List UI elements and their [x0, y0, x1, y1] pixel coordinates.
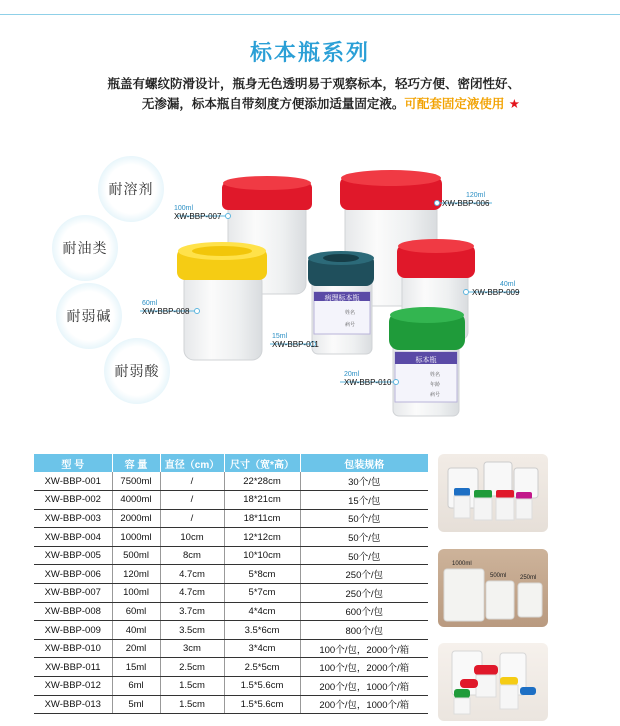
- jar-15ml-label-no: 病号: [345, 322, 356, 328]
- table-cell: XW-BBP-003: [34, 509, 112, 528]
- table-cell: 40ml: [112, 621, 160, 640]
- table-cell: 100个/包，2000个/箱: [300, 639, 428, 658]
- table-cell: 7500ml: [112, 472, 160, 491]
- header-model: 型 号: [34, 454, 112, 472]
- jar-15ml-label-title: 病理标本瓶: [324, 294, 360, 302]
- table-cell: 600个/包: [300, 602, 428, 621]
- feature-bubble-weak-alkali: 耐弱碱: [56, 283, 122, 349]
- table-cell: 1.5cm: [160, 695, 224, 714]
- header-packing: 包装规格: [300, 454, 428, 472]
- table-cell: 5*8cm: [224, 565, 300, 584]
- spec-table-body: [34, 472, 428, 714]
- table-cell: 1.5cm: [160, 677, 224, 696]
- feature-bubble-weak-acid: 耐弱酸: [104, 338, 170, 404]
- table-cell: 50个/包: [300, 528, 428, 547]
- photo-label-500ml: 500ml: [490, 573, 507, 579]
- table-cell: 2.5*5cm: [224, 658, 300, 677]
- table-cell: 5*7cm: [224, 584, 300, 603]
- table-cell: 50个/包: [300, 509, 428, 528]
- table-row: [34, 602, 428, 621]
- table-cell: 12*12cm: [224, 528, 300, 547]
- table-cell: 1000ml: [112, 528, 160, 547]
- table-cell: 2000ml: [112, 509, 160, 528]
- table-cell: 15个/包: [300, 491, 428, 510]
- feature-bubble-oil: 耐油类: [52, 215, 118, 281]
- table-cell: 30个/包: [300, 472, 428, 491]
- photo-mixed-jars: [438, 643, 548, 721]
- header-capacity: 容 量: [112, 454, 160, 472]
- table-cell: XW-BBP-002: [34, 491, 112, 510]
- table-cell: XW-BBP-009: [34, 621, 112, 640]
- feature-bubble-solvent: 耐溶剂: [98, 156, 164, 222]
- table-cell: XW-BBP-011: [34, 658, 112, 677]
- table-cell: 3.7cm: [160, 602, 224, 621]
- table-cell: 3.5*6cm: [224, 621, 300, 640]
- table-row: [34, 677, 428, 696]
- table-cell: 250个/包: [300, 584, 428, 603]
- photo-large-jars: [438, 549, 548, 627]
- table-cell: 8cm: [160, 546, 224, 565]
- table-cell: 3cm: [160, 639, 224, 658]
- jar-60ml-yellow: [177, 242, 267, 360]
- table-cell: XW-BBP-013: [34, 695, 112, 714]
- table-cell: 6ml: [112, 677, 160, 696]
- table-cell: /: [160, 509, 224, 528]
- table-cell: 100个/包，2000个/箱: [300, 658, 428, 677]
- table-row: [34, 491, 428, 510]
- table-cell: /: [160, 472, 224, 491]
- table-cell: 4*4cm: [224, 602, 300, 621]
- table-row: [34, 565, 428, 584]
- table-cell: /: [160, 491, 224, 510]
- table-cell: 15ml: [112, 658, 160, 677]
- table-row: [34, 528, 428, 547]
- table-row: [34, 639, 428, 658]
- table-cell: 18*11cm: [224, 509, 300, 528]
- table-cell: 200个/包，1000个/箱: [300, 695, 428, 714]
- table-cell: 500ml: [112, 546, 160, 565]
- table-cell: XW-BBP-004: [34, 528, 112, 547]
- table-row: [34, 472, 428, 491]
- table-cell: 10*10cm: [224, 546, 300, 565]
- table-cell: XW-BBP-007: [34, 584, 112, 603]
- table-row: [34, 584, 428, 603]
- table-cell: 4000ml: [112, 491, 160, 510]
- photo-mixed-jars-drawing: [438, 643, 548, 721]
- table-cell: 60ml: [112, 602, 160, 621]
- table-row: [34, 546, 428, 565]
- description-line-1: 瓶盖有螺纹防滑设计，瓶身无色透明易于观察标本，轻巧方便、密闭性好、: [107, 76, 520, 91]
- description-line-2: 无渗漏，标本瓶自带刻度方便添加适量固定液。可配套固定液使用 ★: [141, 96, 520, 111]
- table-row: [34, 695, 428, 714]
- table-cell: XW-BBP-005: [34, 546, 112, 565]
- table-cell: 5ml: [112, 695, 160, 714]
- jar-20ml-label-age: 年龄: [430, 382, 441, 388]
- table-cell: 2.5cm: [160, 658, 224, 677]
- label-xw-bbp-009: 40ml XW-BBP-009: [472, 281, 520, 297]
- photo-small-jars-drawing: [438, 454, 548, 532]
- table-cell: XW-BBP-008: [34, 602, 112, 621]
- table-cell: XW-BBP-006: [34, 565, 112, 584]
- jar-20ml-label-no: 病号: [430, 392, 441, 398]
- label-xw-bbp-008: 60ml XW-BBP-008: [142, 300, 190, 316]
- table-cell: 3*4cm: [224, 639, 300, 658]
- photo-large-jars-drawing: [438, 549, 548, 627]
- label-xw-bbp-010: 20ml XW-BBP-010: [344, 371, 392, 387]
- label-xw-bbp-011: 15ml XW-BBP-011: [272, 333, 319, 349]
- table-cell: 4.7cm: [160, 584, 224, 603]
- label-xw-bbp-006: 120ml XW-BBP-006: [442, 192, 490, 208]
- label-xw-bbp-007: 100ml XW-BBP-007: [174, 205, 222, 221]
- table-row: [34, 658, 428, 677]
- table-cell: 200个/包，1000个/箱: [300, 677, 428, 696]
- table-row: [34, 509, 428, 528]
- description-highlight: 可配套固定液使用: [404, 96, 505, 111]
- table-cell: 120ml: [112, 565, 160, 584]
- jar-20ml-label-title: 标本瓶: [415, 356, 437, 364]
- spec-table-header: [34, 454, 428, 472]
- table-cell: 18*21cm: [224, 491, 300, 510]
- table-cell: XW-BBP-012: [34, 677, 112, 696]
- table-row: [34, 621, 428, 640]
- table-cell: 250个/包: [300, 565, 428, 584]
- table-cell: XW-BBP-001: [34, 472, 112, 491]
- jar-20ml-label-name: 姓名: [430, 372, 441, 378]
- photo-label-1000ml: 1000ml: [452, 561, 472, 567]
- jar-20ml-green: [389, 307, 465, 416]
- photo-small-jars: [438, 454, 548, 532]
- star-icon: ★: [508, 96, 520, 111]
- table-cell: 3.5cm: [160, 621, 224, 640]
- table-cell: 800个/包: [300, 621, 428, 640]
- table-cell: 50个/包: [300, 546, 428, 565]
- header-diameter: 直径（cm）: [160, 454, 224, 472]
- table-cell: 1.5*5.6cm: [224, 695, 300, 714]
- header-size: 尺寸（宽*高）: [224, 454, 300, 472]
- table-cell: 10cm: [160, 528, 224, 547]
- table-cell: 20ml: [112, 639, 160, 658]
- table-cell: XW-BBP-010: [34, 639, 112, 658]
- spec-table: [34, 454, 428, 714]
- photo-label-250ml: 250ml: [520, 575, 537, 581]
- table-cell: 1.5*5.6cm: [224, 677, 300, 696]
- table-cell: 4.7cm: [160, 565, 224, 584]
- page-title: 标本瓶系列: [249, 41, 370, 66]
- table-cell: 100ml: [112, 584, 160, 603]
- table-cell: 22*28cm: [224, 472, 300, 491]
- jar-15ml-label-name: 姓名: [345, 310, 356, 316]
